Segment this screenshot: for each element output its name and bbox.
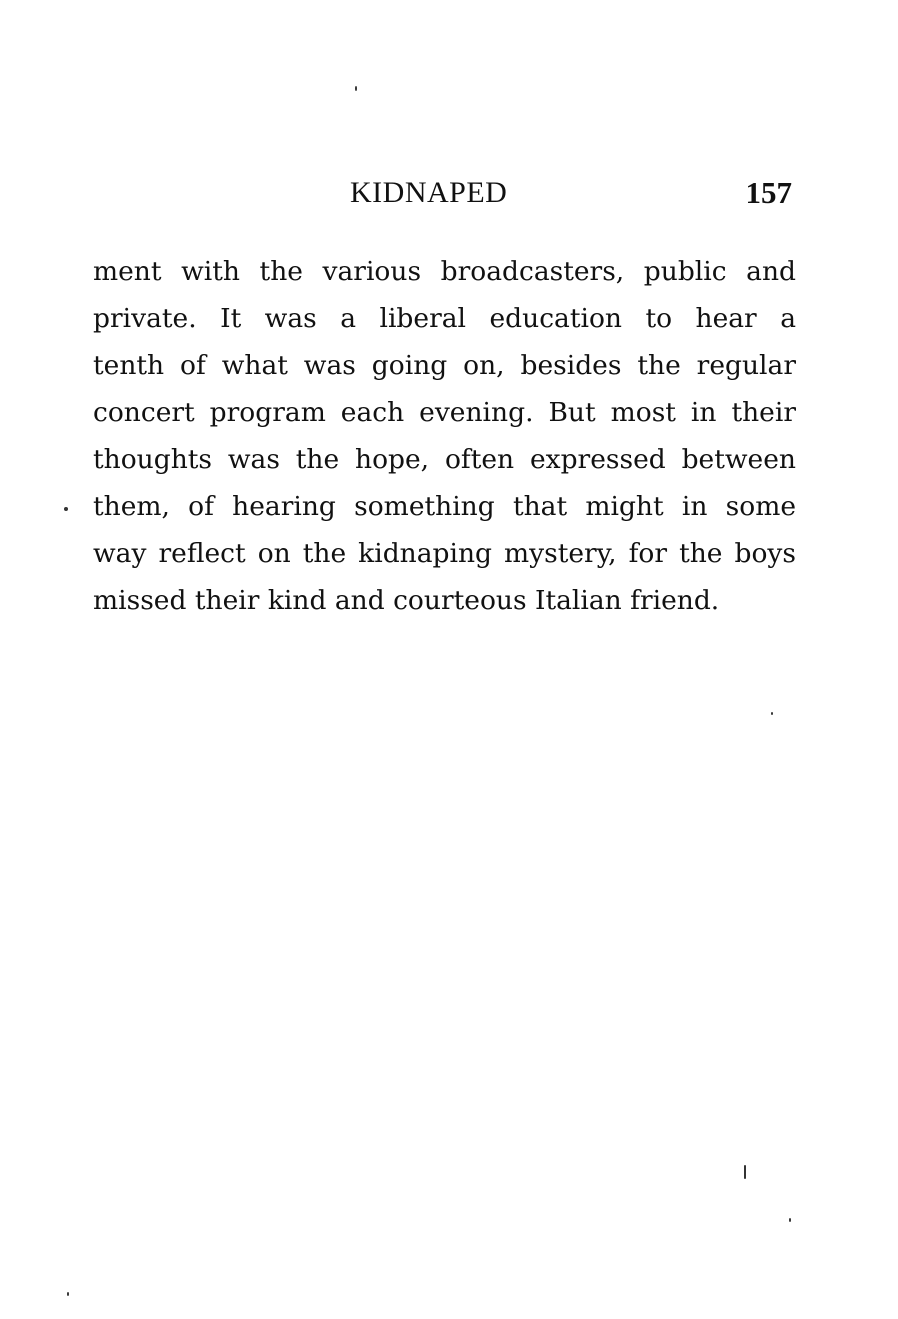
scan-speck — [789, 1218, 791, 1222]
text-line-2: private. It was a liberal education to hear a — [93, 303, 796, 334]
scan-speck — [355, 86, 357, 91]
scan-speck — [67, 1292, 69, 1296]
scan-speck — [744, 1165, 746, 1179]
text-line-7: way reflect on the kidnaping mystery, for the boys — [93, 538, 796, 569]
chapter-title: KIDNAPED — [350, 176, 508, 209]
text-line-8: missed their kind and courteous Italian friend. — [93, 585, 720, 616]
scan-speck — [771, 712, 773, 715]
running-head — [0, 173, 898, 213]
page-number: 157 — [745, 175, 792, 210]
scan-speck — [64, 507, 68, 511]
text-line-6: them, of hearing something that might in some — [93, 491, 796, 522]
text-line-3: tenth of what was going on, besides the regular — [93, 350, 796, 381]
text-line-1: ment with the various broadcasters, public and — [93, 256, 796, 287]
body-paragraph — [93, 248, 796, 624]
text-line-4: concert program each evening. But most in their — [93, 397, 796, 428]
text-line-5: thoughts was the hope, often expressed between — [93, 444, 796, 475]
